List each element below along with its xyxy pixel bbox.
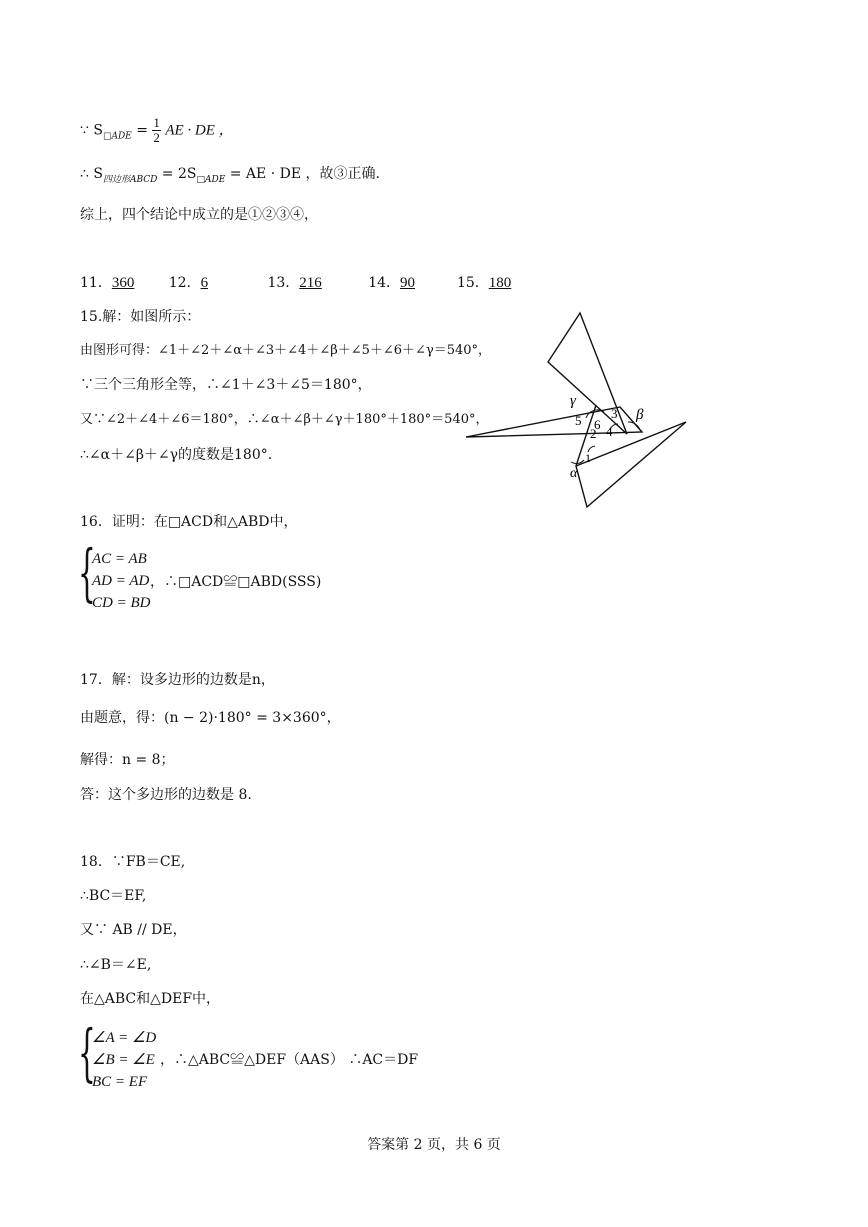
q16-head: 16．证明：在□ACD和△ABD中， xyxy=(80,514,298,530)
q14-answer: 90 xyxy=(400,275,416,291)
subscript: □ADE xyxy=(196,175,226,185)
brace: { xyxy=(78,536,96,609)
q18-line-1: 18．∵FB＝CE, xyxy=(80,854,186,870)
q15-line-1: 由图形可得：∠1＋∠2＋∠α＋∠3＋∠4＋∠β＋∠5＋∠6＋∠γ＝540°， xyxy=(80,343,492,358)
q18-line-4: ∴∠B＝∠E, xyxy=(80,957,152,973)
fraction-half xyxy=(152,116,161,145)
equation: CD = BD xyxy=(92,595,151,611)
text: AE · DE ， xyxy=(165,122,234,139)
label-gamma: γ xyxy=(570,393,576,409)
equation: ∠B = ∠E xyxy=(92,1052,155,1068)
line-area-abcd xyxy=(80,164,380,190)
subscript: □ADE xyxy=(102,131,132,142)
q15-line-4: ∴∠α＋∠β＋∠γ的度数是180°. xyxy=(80,447,273,463)
q18-line-5: 在△ABC和△DEF中， xyxy=(80,991,221,1007)
equation: BC = EF xyxy=(92,1074,148,1090)
q15-label: 15． xyxy=(456,275,489,291)
line-conclusion: 综上，四个结论中成立的是①②③④， xyxy=(80,207,318,223)
label-1: 1 xyxy=(585,451,591,465)
label-alpha: α xyxy=(570,466,578,481)
text: ∵ S xyxy=(80,122,103,139)
equation: AC = AB xyxy=(92,551,147,567)
label-6: 6 xyxy=(594,417,601,432)
q15-answer: 180 xyxy=(488,275,512,291)
equation: ∠A = ∠D xyxy=(92,1030,157,1046)
equation: AD = AD xyxy=(92,573,150,589)
q11-label: 11． xyxy=(80,275,112,291)
q15-head: 15.解：如图所示： xyxy=(80,309,201,325)
line-area-ade: ∵ $S_{□ADE}$ = $\frac{1}{2}$ AE · DE ， xyxy=(80,115,234,145)
angle-arc-beta xyxy=(628,422,640,430)
label-5: 5 xyxy=(575,413,582,428)
q13-label: 13． xyxy=(267,275,300,291)
fraction-numerator: 1 xyxy=(153,115,160,130)
q18-line-3: 又∵ AB // DE， xyxy=(80,922,187,938)
q16-system xyxy=(92,548,150,614)
q17-line-3: 解得：n = 8； xyxy=(80,752,175,768)
q18-system xyxy=(92,1027,156,1093)
label-3: 3 xyxy=(611,406,618,421)
q13-answer: 216 xyxy=(299,275,322,291)
q18-line-2: ∴BC＝EF, xyxy=(80,888,147,904)
page-footer: 答案第 2 页，共 6 页 xyxy=(367,1137,501,1153)
q17-line-4: 答：这个多边形的边数是 8. xyxy=(80,787,252,803)
q16-conclusion: ，∴□ACD≌□ABD(SSS) xyxy=(150,574,322,590)
q12-label: 12． xyxy=(168,275,201,291)
q11-answer: 360 xyxy=(111,275,135,291)
q15-line-3: 又∵∠2＋∠4＋∠6＝180°，∴∠α＋∠β＋∠γ＋180°＋180°＝540°， xyxy=(80,412,489,427)
q18-conclusion: ，∴△ABC≌△DEF（AAS） ∴AC＝DF xyxy=(160,1052,419,1068)
q17-line-1: 17．解：设多边形的边数是n， xyxy=(80,672,275,688)
q17-line-2: 由题意，得：(n − 2)·180° = 3×360°， xyxy=(80,710,341,726)
text: = AE · DE ，故③正确. xyxy=(225,166,380,182)
three-triangles-figure xyxy=(460,308,692,514)
answers-row xyxy=(80,273,519,293)
fraction-denominator: 2 xyxy=(153,130,160,145)
label-2: 2 xyxy=(590,426,597,441)
brace: { xyxy=(78,1016,96,1089)
q12-answer: 6 xyxy=(200,275,209,291)
subscript: 四边形ABCD xyxy=(102,175,158,185)
q15-line-2: ∵三个三角形全等，∴∠1＋∠3＋∠5＝180°， xyxy=(80,377,372,393)
label-4: 4 xyxy=(606,424,613,439)
text: ∴ S xyxy=(80,166,103,182)
q14-label: 14． xyxy=(368,275,401,291)
text: = 2S xyxy=(157,166,197,182)
label-beta: β xyxy=(636,407,644,423)
